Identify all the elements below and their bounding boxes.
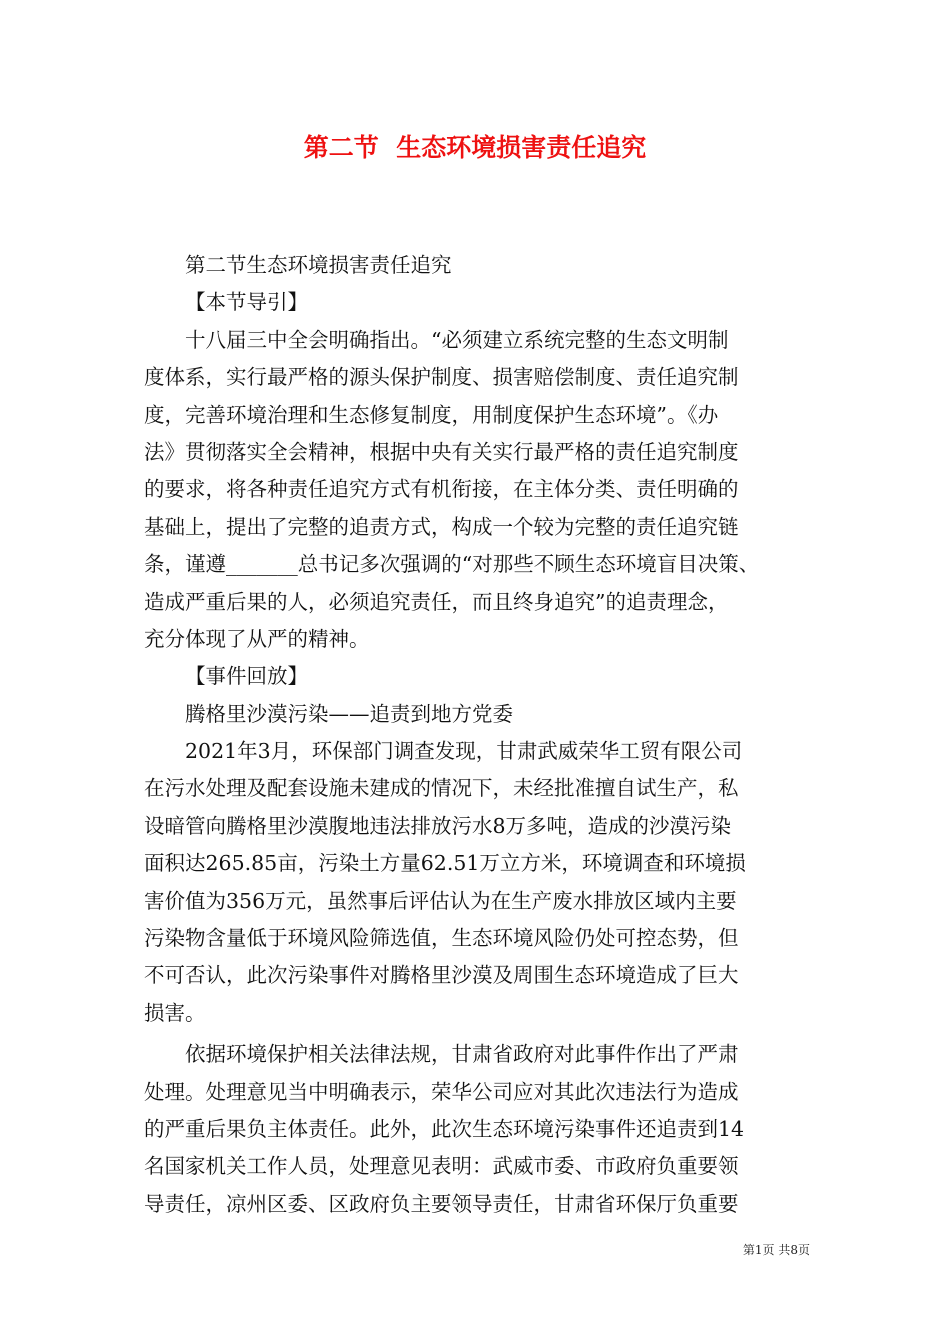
paragraph-line: 不可否认，此次污染事件对腾格里沙漠及周围生态环境造成了巨大 [144,963,739,988]
paragraph-line: 面积达265.85亩，污染土方量62.51万立方米，环境调查和环境损 [144,851,746,876]
paragraph-line: 条，谨遵_______总书记多次强调的“对那些不顾生态环境盲目决策、 [144,552,760,577]
paragraph-line: 害价值为356万元，虽然事后评估认为在生产废水排放区域内主要 [144,888,737,913]
paragraph-line: 充分体现了从严的精神。 [144,626,370,651]
paragraph-line: 导责任，凉州区委、区政府负主要领导责任，甘肃省环保厅负重要 [144,1191,739,1216]
paragraph-line: 的严重后果负主体责任。此外，此次生态环境污染事件还追责到14 [144,1116,745,1141]
event-heading: 【事件回放】 [185,664,308,689]
paragraph-line: 污染物含量低于环境风险筛选值，生态环境风险仍处可控态势，但 [144,926,739,951]
paragraph-line: 法》贯彻落实全会精神，根据中央有关实行最严格的责任追究制度 [144,439,739,464]
paragraph-line: 处理。处理意见当中明确表示，荣华公司应对其此次违法行为造成 [144,1079,739,1104]
paragraph-line: 的要求，将各种责任追究方式有机衔接，在主体分类、责任明确的 [144,477,739,502]
page-title: 第二节 生态环境损害责任追究 [303,133,647,162]
paragraph-line: 2021年3月，环保部门调查发现，甘肃武威荣华工贸有限公司 [185,739,743,764]
paragraph-line: 造成严重后果的人，必须追究责任，而且终身追究”的追责理念， [144,589,729,614]
page-number: 第1页 共8页 [742,1243,810,1257]
paragraph-line: 度体系，实行最严格的源头保护制度、损害赔偿制度、责任追究制 [144,365,739,390]
paragraph-line: 十八届三中全会明确指出。“必须建立系统完整的生态文明制 [185,327,729,352]
paragraph-line: 损害。 [144,1000,206,1025]
paragraph-line: 基础上，提出了完整的追责方式，构成一个较为完整的责任追究链 [144,514,739,539]
paragraph-line: 名国家机关工作人员，处理意见表明：武威市委、市政府负重要领 [144,1154,739,1179]
paragraph-line: 设暗管向腾格里沙漠腹地违法排放污水8万多吨，造成的沙漠污染 [144,813,732,838]
paragraph-line: 依据环境保护相关法律法规，甘肃省政府对此事件作出了严肃 [185,1042,739,1067]
guide-heading: 【本节导引】 [185,290,308,315]
event-subtitle: 腾格里沙漠污染——追责到地方党委 [185,701,513,726]
document-body [144,247,824,1223]
section-heading-line: 第二节生态环境损害责任追究 [185,253,452,277]
paragraph-line: 度，完善环境治理和生态修复制度，用制度保护生态环境”。《办 [144,402,719,427]
paragraph-line: 在污水处理及配套设施未建成的情况下，未经批准擅自试生产，私 [144,776,739,801]
